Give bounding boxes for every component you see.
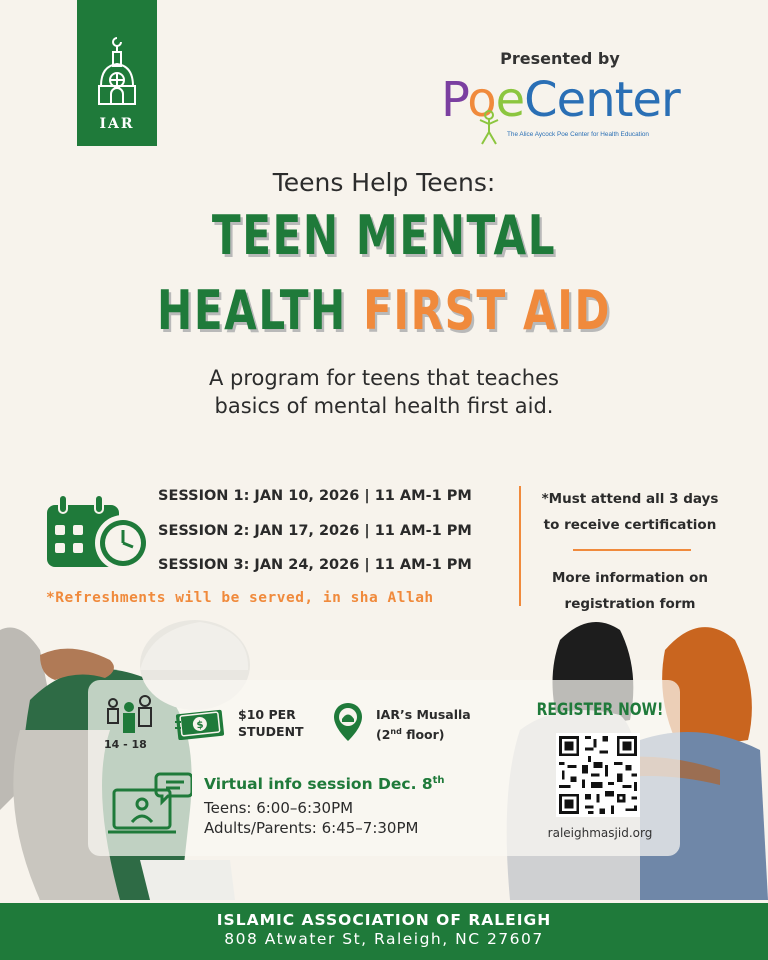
location-line2 — [376, 723, 496, 743]
virtual-session-title-sup: th — [432, 775, 445, 786]
laptop-chat-icon — [108, 770, 192, 838]
footer — [0, 903, 768, 960]
price-line2: STUDENT — [238, 724, 304, 739]
session-3: SESSION 3: JAN 24, 2026 | 11 AM-1 PM — [158, 557, 472, 573]
vertical-divider — [519, 486, 521, 606]
attendance-notice-line2: to receive certification — [543, 517, 717, 533]
virtual-session-title — [204, 775, 445, 793]
iar-logo — [77, 0, 157, 146]
poe-tagline: The Alice Aycock Poe Center for Health Education — [507, 131, 649, 138]
poe-center-logo — [441, 72, 680, 128]
session-2: SESSION 2: JAN 17, 2026 | 11 AM-1 PM — [158, 523, 472, 539]
more-info-line1: More information on — [552, 570, 708, 586]
virtual-session-title-text: Virtual info session Dec. 8 — [204, 775, 433, 794]
headline-line2 — [84, 281, 683, 341]
session-1: SESSION 1: JAN 10, 2026 | 11 AM-1 PM — [158, 488, 472, 504]
presented-by-label: Presented by — [500, 49, 620, 68]
mosque-icon — [95, 34, 139, 114]
price-line1: $10 PER — [238, 707, 296, 722]
description-line2: basics of mental health first aid. — [214, 394, 554, 418]
location-line1: IAR’s Musalla — [376, 707, 471, 722]
location-line2-sup: nd — [390, 727, 402, 736]
family-icon — [105, 693, 153, 735]
subtitle: Teens Help Teens: — [272, 168, 496, 197]
headline-first-aid: FIRST AID — [363, 279, 611, 342]
footer-address: 808 Atwater St, Raleigh, NC 27607 — [224, 930, 544, 948]
location-line2-post: floor) — [401, 727, 445, 743]
poe-letter-e: e — [495, 72, 525, 128]
refreshments-note: *Refreshments will be served, in sha Allah — [46, 590, 434, 606]
horizontal-divider — [573, 549, 691, 551]
location-line2-pre: (2 — [376, 727, 391, 743]
location-label — [376, 706, 496, 743]
headline-health: HEALTH — [157, 279, 347, 342]
headline-line1: TEEN MENTAL — [211, 204, 557, 267]
money-icon — [175, 706, 225, 740]
more-info-line2: registration form — [564, 596, 696, 612]
virtual-session-adults: Adults/Parents: 6:45–7:30PM — [204, 819, 419, 837]
iar-logo-text: IAR — [99, 116, 135, 132]
location-pin-icon — [333, 702, 363, 742]
poe-letter-p: P — [441, 72, 468, 128]
virtual-session-teens: Teens: 6:00–6:30PM — [204, 799, 354, 817]
stick-figure-icon — [478, 110, 500, 146]
calendar-clock-icon — [45, 495, 160, 575]
program-description — [0, 364, 768, 420]
price-label — [238, 706, 328, 740]
age-range-label: 14 - 18 — [104, 738, 147, 751]
register-now-label: REGISTER NOW! — [536, 700, 664, 720]
qr-code-icon[interactable] — [556, 733, 640, 817]
website-link[interactable]: raleighmasjid.org — [547, 826, 653, 840]
attendance-notice — [530, 486, 730, 538]
svg-text:$: $ — [196, 719, 205, 732]
footer-org-name: ISLAMIC ASSOCIATION OF RALEIGH — [216, 911, 552, 929]
poe-letter-o: o — [467, 72, 496, 128]
poe-word-center: Center — [524, 72, 680, 128]
attendance-notice-line1: *Must attend all 3 days — [541, 491, 719, 507]
description-line1: A program for teens that teaches — [209, 366, 559, 390]
